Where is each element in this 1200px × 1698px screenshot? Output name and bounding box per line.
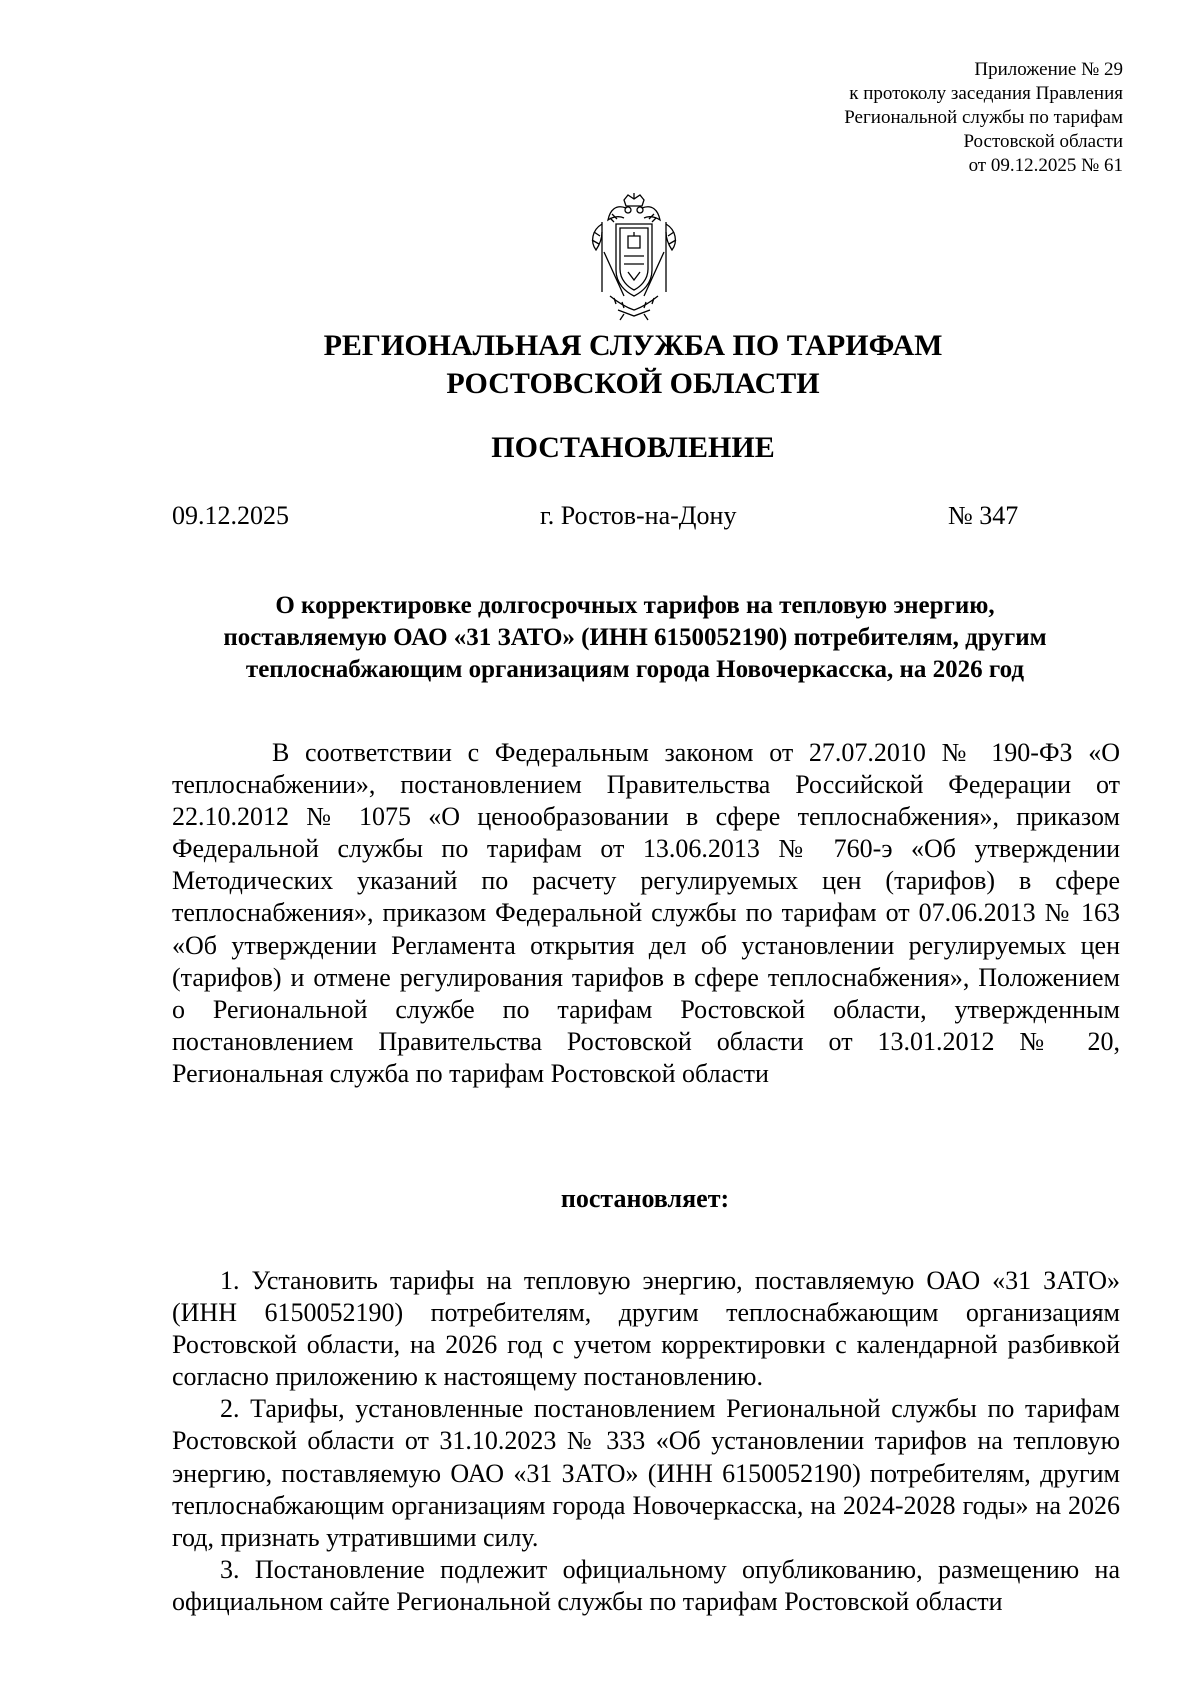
attachment-line: к протоколу заседания Правления <box>849 83 1123 104</box>
attachment-line: Приложение № 29 <box>974 59 1123 80</box>
decree-item-3: 3. Постановление подлежит официальному опубликованию, размещению на официальном сайте Региональной службы по тарифам Ростовской области <box>172 1554 1120 1616</box>
document-number: № 347 <box>948 501 1019 530</box>
attachment-note <box>844 58 1123 178</box>
preamble <box>172 737 1120 1090</box>
decree-items <box>172 1265 1120 1618</box>
attachment-line: Ростовской области <box>963 131 1123 152</box>
rostov-oblast-coat-of-arms-icon <box>580 192 688 322</box>
subject-line: поставляемую ОАО «31 ЗАТО» (ИНН 6150052190) потребителям, другим <box>223 624 1047 651</box>
attachment-line: от 09.12.2025 № 61 <box>968 155 1123 176</box>
preamble-paragraph: В соответствии с Федеральным законом от 27.07.2010 № 190-ФЗ «О теплоснабжении», постановлением Правительства Российской Федерации от 22.10.2012 № 1075 «О ценообразовании в сфере теплоснабжения», приказом Федеральной службы по тарифам от 13.06.2013 № 760-э «Об утверждении Методических указаний по расчету регулируемых цен (тарифов) в сфере теплоснабжения», приказом Федеральной службы по тарифам от 07.06.2013 № 163 «Об утверждении Регламента открытия дел об установлении регулируемых цен (тарифов) и отмене регулирования тарифов в сфере теплоснабжения», Положением о Региональной службе по тарифам Ростовской области, утвержденным постановлением Правительства Ростовской области от 13.01.2012 № 20, Региональная служба по тарифам Ростовской области <box>172 738 1120 1088</box>
organization-title-line: РЕГИОНАЛЬНАЯ СЛУЖБА ПО ТАРИФАМ <box>323 329 943 362</box>
document-city: г. Ростов-на-Дону <box>540 501 737 530</box>
decree-item-1: 1. Установить тарифы на тепловую энергию, поставляемую ОАО «31 ЗАТО» (ИНН 6150052190) потребителям, другим теплоснабжающим организациям Ростовской области, на 2026 год с учетом корректировки с календарной разбивкой согласно приложению к настоящему постановлению. <box>172 1266 1120 1392</box>
organization-title-line: РОСТОВСКОЙ ОБЛАСТИ <box>446 367 820 400</box>
subject-line: теплоснабжающим организациям города Новочеркасска, на 2026 год <box>245 656 1025 683</box>
document-type: ПОСТАНОВЛЕНИЕ <box>491 431 775 464</box>
document-date: 09.12.2025 <box>172 501 289 530</box>
decree-item-2: 2. Тарифы, установленные постановлением Региональной службы по тарифам Ростовской области от 31.10.2023 № 333 «Об установлении тарифов на тепловую энергию, поставляемую ОАО «31 ЗАТО» (ИНН 6150052190) потребителям, другим теплоснабжающим организациям города Новочеркасска, на 2024-2028 годы» на 2026 год, признать утратившими силу. <box>172 1394 1120 1552</box>
subject-line: О корректировке долгосрочных тарифов на тепловую энергию, <box>275 592 995 619</box>
document-subject <box>150 590 1120 686</box>
organization-title <box>0 327 1200 403</box>
attachment-line: Региональной службы по тарифам <box>844 107 1123 128</box>
decree-word: постановляет: <box>560 1184 730 1213</box>
